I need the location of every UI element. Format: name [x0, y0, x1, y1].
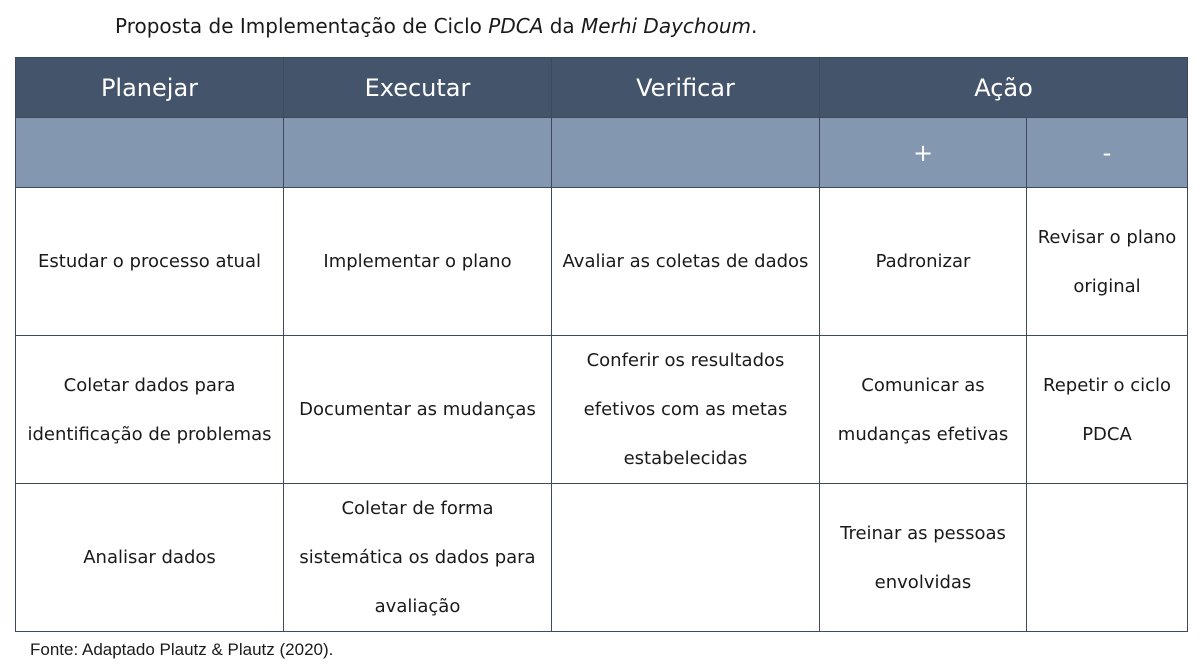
header-row — [16, 58, 1188, 118]
subheader-minus: - — [1027, 118, 1188, 188]
cell-verificar: Conferir os resultados efetivos com as metas estabelecidas — [552, 336, 820, 484]
subheader-empty-executar — [284, 118, 552, 188]
header-acao: Ação — [820, 58, 1188, 118]
header-executar: Executar — [284, 58, 552, 118]
title-suffix: . — [750, 14, 758, 38]
cell-acao-minus: Revisar o plano original — [1027, 188, 1188, 336]
header-planejar: Planejar — [16, 58, 284, 118]
cell-planejar: Coletar dados para identificação de problemas — [16, 336, 284, 484]
header-verificar: Verificar — [552, 58, 820, 118]
cell-executar: Implementar o plano — [284, 188, 552, 336]
cell-acao-minus: Repetir o ciclo PDCA — [1027, 336, 1188, 484]
title-org: Merhi Daychoum — [581, 14, 751, 38]
cell-acao-minus — [1027, 484, 1188, 632]
cell-verificar — [552, 484, 820, 632]
title-prefix: Proposta de Implementação de Ciclo — [115, 14, 489, 38]
document-title — [115, 8, 757, 44]
cell-executar: Coletar de forma sistemática os dados para avaliação — [284, 484, 552, 632]
cell-acao-plus: Treinar as pessoas envolvidas — [820, 484, 1027, 632]
cell-executar: Documentar as mudanças — [284, 336, 552, 484]
table-row — [16, 484, 1188, 632]
table-row — [16, 188, 1188, 336]
subheader-empty-planejar — [16, 118, 284, 188]
cell-planejar: Estudar o processo atual — [16, 188, 284, 336]
subheader-plus: + — [820, 118, 1027, 188]
title-middle: da — [543, 14, 582, 38]
title-pdca: PDCA — [488, 14, 544, 38]
subheader-row — [16, 118, 1188, 188]
cell-planejar: Analisar dados — [16, 484, 284, 632]
cell-acao-plus: Padronizar — [820, 188, 1027, 336]
pdca-table — [15, 57, 1188, 632]
subheader-empty-verificar — [552, 118, 820, 188]
cell-verificar: Avaliar as coletas de dados — [552, 188, 820, 336]
source-caption: Fonte: Adaptado Plautz & Plautz (2020). — [30, 640, 334, 659]
cell-acao-plus: Comunicar as mudanças efetivas — [820, 336, 1027, 484]
table-row — [16, 336, 1188, 484]
